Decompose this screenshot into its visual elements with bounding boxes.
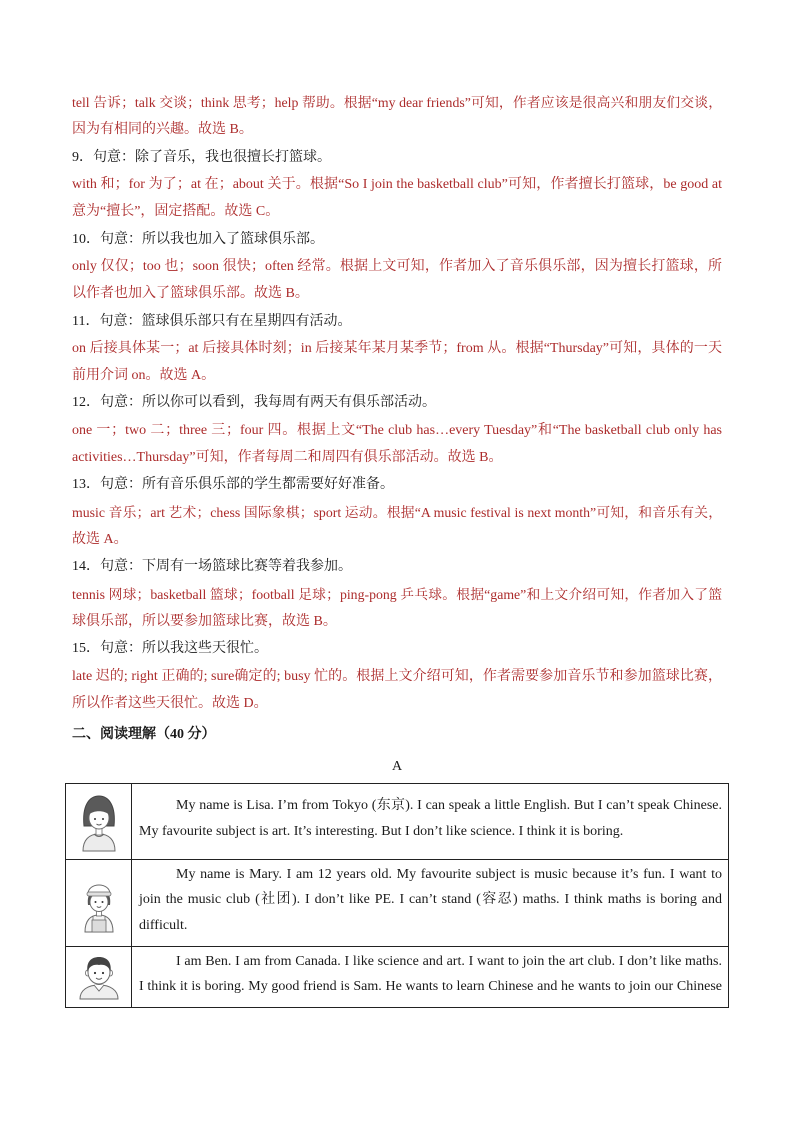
question-12-translation: 12．句意：所以你可以看到，我每周有两天有俱乐部活动。 xyxy=(72,395,436,411)
question-9-translation: 9．句意：除了音乐，我也很擅长打篮球。 xyxy=(72,149,331,165)
avatar-cell xyxy=(66,947,132,1007)
question-12-explanation-line: one 一；two 二；three 三；four 四。根据上文“The club has…every Tuesday”和“The basketball club only has xyxy=(72,422,722,438)
question-14-translation: 14．句意：下周有一场篮球比赛等着我参加。 xyxy=(72,559,352,575)
girl-bob-hair-avatar-icon xyxy=(77,792,121,852)
question-10-explanation-line: 以作者也加入了篮球俱乐部。故选 B。 xyxy=(72,286,309,302)
passage-table xyxy=(65,783,729,1008)
passage-line: difficult. xyxy=(139,917,188,933)
question-15-explanation-line: late 迟的; right 正确的; sure确定的; busy 忙的。根据上文介绍可知，作者需要参加音乐节和参加篮球比赛， xyxy=(72,668,722,684)
passage-line: My name is Mary. I am 12 years old. My favourite subject is music because it’s fun. I want to xyxy=(176,866,722,882)
avatar-cell xyxy=(66,860,132,946)
section-heading: 二、阅读理解（40 分） xyxy=(72,727,216,742)
passage-line: My favourite subject is art. It’s interesting. But I don’t like science. I think it is boring. xyxy=(139,823,624,839)
boy-avatar-icon xyxy=(76,954,122,1000)
question-10-translation: 10．句意：所以我也加入了篮球俱乐部。 xyxy=(72,231,324,247)
question-13-translation: 13．句意：所有音乐俱乐部的学生都需要好好准备。 xyxy=(72,477,394,493)
question-8-explanation-line: tell 告诉；talk 交谈；think 思考；help 帮助。根据“my dear friends”可知，作者应该是很高兴和朋友们交谈， xyxy=(72,95,722,110)
table-row xyxy=(66,784,728,859)
question-14-explanation-line: tennis 网球；basketball 篮球；football 足球；ping-pong 乒乓球。根据“game”和上文介绍可知，作者加入了篮 xyxy=(72,586,722,602)
question-9-explanation-line: 意为“擅长”，固定搭配。故选 C。 xyxy=(72,204,280,220)
avatar-cell xyxy=(66,784,132,859)
table-row xyxy=(66,859,728,946)
question-10-explanation-line: only 仅仅；too 也；soon 很快；often 经常。根据上文可知，作者加入了音乐俱乐部，因为擅长打篮球，所 xyxy=(72,258,722,274)
question-8-explanation-line: 因为有相同的兴趣。故选 B。 xyxy=(72,122,253,138)
girl-cap-avatar-icon xyxy=(80,873,118,933)
question-12-explanation-line: activities…Thursday”可知，作者每周二和周四有俱乐部活动。故选 B。 xyxy=(72,450,503,466)
passage-line: join the music club (社团). I don’t like PE. I can’t stand (容忍) maths. I think maths is boring and xyxy=(139,892,722,908)
passage-line: I am Ben. I am from Canada. I like science and art. I want to join the art club. I don’t like maths. xyxy=(176,953,722,969)
question-15-explanation-line: 所以作者这些天很忙。故选 D。 xyxy=(72,695,268,711)
passage-text-cell xyxy=(132,947,728,1007)
question-14-explanation-line: 球俱乐部，所以要参加篮球比赛，故选 B。 xyxy=(72,613,337,629)
answer-explanations xyxy=(72,89,722,717)
question-13-explanation-line: music 音乐；art 艺术；chess 国际象棋；sport 运动。根据“A music festival is next month”可知，和音乐有关， xyxy=(72,504,722,520)
question-13-explanation-line: 故选 A。 xyxy=(72,532,128,547)
question-11-explanation-line: 前用介词 on。故选 A。 xyxy=(72,368,216,384)
passage-label: A xyxy=(391,759,403,774)
question-11-explanation-line: on 后接具体某一；at 后接具体时刻；in 后接某年某月某季节；from 从。根据“Thursday”可知，具体的一天 xyxy=(72,340,722,356)
passage-line: My name is Lisa. I’m from Tokyo (东京). I can speak a little English. But I can’t speak Chinese. xyxy=(176,798,722,813)
question-11-translation: 11．句意：篮球俱乐部只有在星期四有活动。 xyxy=(72,313,352,329)
passage-line: I think it is boring. My good friend is Sam. He wants to learn Chinese and he wants to join our Chinese xyxy=(139,979,722,994)
passage-text-cell xyxy=(132,784,728,859)
question-9-explanation-line: with 和；for 为了；at 在；about 关于。根据“So I join the basketball club”可知，作者擅长打篮球，be good at xyxy=(72,176,722,192)
question-15-translation: 15．句意：所以我这些天很忙。 xyxy=(72,641,268,657)
passage-text-cell xyxy=(132,860,728,946)
table-row xyxy=(66,946,728,1007)
